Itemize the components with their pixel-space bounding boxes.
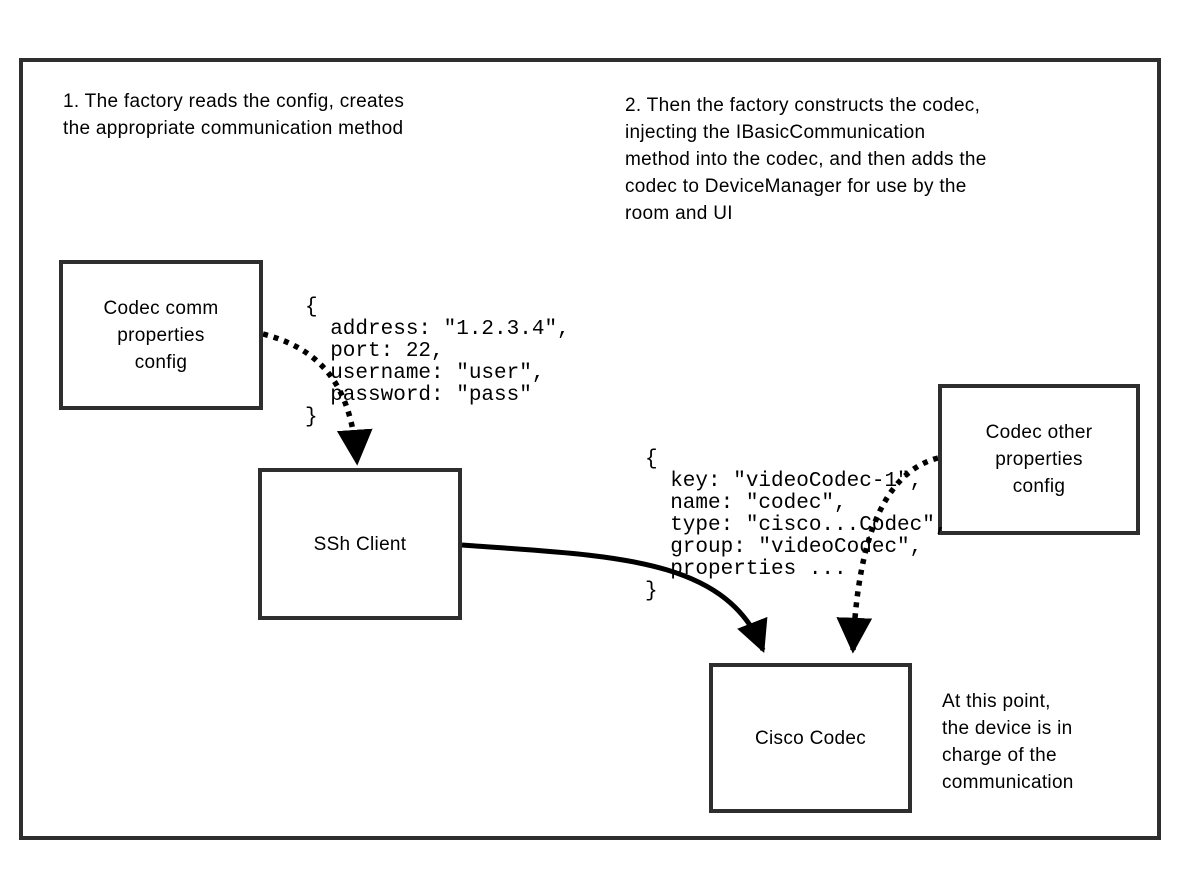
code-comm-properties: { address: "1.2.3.4", port: 22, username: "user", password: "pass" } — [305, 296, 570, 429]
note-step-1: 1. The factory reads the config, creates the appropriate communication method — [63, 91, 405, 139]
code-codec-properties: { key: "videoCodec-1", name: "codec", type: "cisco...Codec", group: "videoCodec", properties ... } — [645, 448, 948, 603]
note-result: At this point, the device is in charge of the communication — [942, 691, 1074, 793]
codec-other-config-box — [938, 384, 1140, 535]
cisco-codec-label: Cisco Codec — [754, 727, 866, 749]
ssh-client-label: SSh Client — [313, 533, 407, 555]
codec-comm-config-label: Codec comm properties config — [103, 297, 219, 373]
codec-other-config-label: Codec other properties config — [985, 422, 1093, 497]
ssh-client-box — [258, 468, 462, 620]
codec-comm-config-box — [59, 260, 263, 410]
cisco-codec-box — [709, 663, 912, 813]
note-step-2: 2. Then the factory constructs the codec, injecting the IBasicCommunication method into the codec, and then adds the codec to DeviceManager for use by the room and UI — [625, 95, 987, 224]
